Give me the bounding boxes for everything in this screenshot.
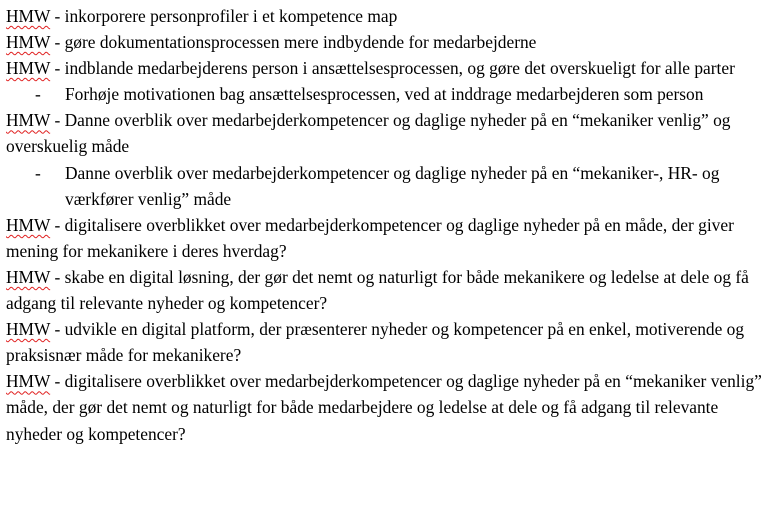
hmw-prefix: HMW [6,319,51,340]
hmw-item [6,368,770,446]
hmw-prefix: HMW [6,58,51,79]
hmw-prefix: HMW [6,32,51,53]
hmw-text: - digitalisere overblikket over medarbejderkompetencer og daglige nyheder på en måde, der giver mening for mekanikere i deres hverdag? [6,214,734,261]
hmw-text: - Danne overblik over medarbejderkompetencer og daglige nyheder på en “mekaniker venlig” og overskuelig måde [6,110,731,157]
dash-bullet: - [35,84,41,105]
hmw-text: - indblande medarbejderens person i ansættelsesprocessen, og gøre det overskueligt for alle parter [50,58,735,79]
hmw-prefix: HMW [6,371,51,392]
hmw-text: - udvikle en digital platform, der præsenterer nyheder og kompetencer på en enkel, motiverende og praksisnær måde for mekanikere? [6,319,745,366]
dash-bullet: - [35,162,41,183]
hmw-prefix: HMW [6,110,51,131]
hmw-text: - skabe en digital løsning, der gør det nemt og naturligt for både mekanikere og ledelse at dele og få adgang til relevante nyheder og kompetencer? [6,266,749,314]
document-body [6,3,770,447]
hmw-item [6,107,770,159]
hmw-text: - inkorporere personprofiler i et kompetence map [50,6,398,26]
hmw-prefix: HMW [6,214,51,235]
hmw-item [6,55,770,81]
hmw-item [6,316,770,368]
sub-bullet-item [6,160,770,212]
hmw-prefix: HMW [6,266,51,287]
hmw-text: - gøre dokumentationsprocessen mere indbydende for medarbejderne [50,32,537,53]
hmw-item [6,3,770,29]
hmw-text: - digitalisere overblikket over medarbejderkompetencer og daglige nyheder på en “mekaniker venlig” måde, der gør det nemt og naturligt for både medarbejdere og ledelse at dele og få adgang til relevante nyheder og kompetencer? [6,371,762,444]
sub-bullet-text: Danne overblik over medarbejderkompetencer og daglige nyheder på en “mekaniker-, HR- og værkfører venlig” måde [65,162,720,209]
hmw-prefix: HMW [6,6,51,26]
sub-bullet-item [6,81,770,107]
hmw-item [6,29,770,55]
hmw-item [6,212,770,264]
hmw-item [6,264,770,316]
sub-bullet-text: Forhøje motivationen bag ansættelsesprocessen, ved at inddrage medarbejderen som person [65,84,704,105]
